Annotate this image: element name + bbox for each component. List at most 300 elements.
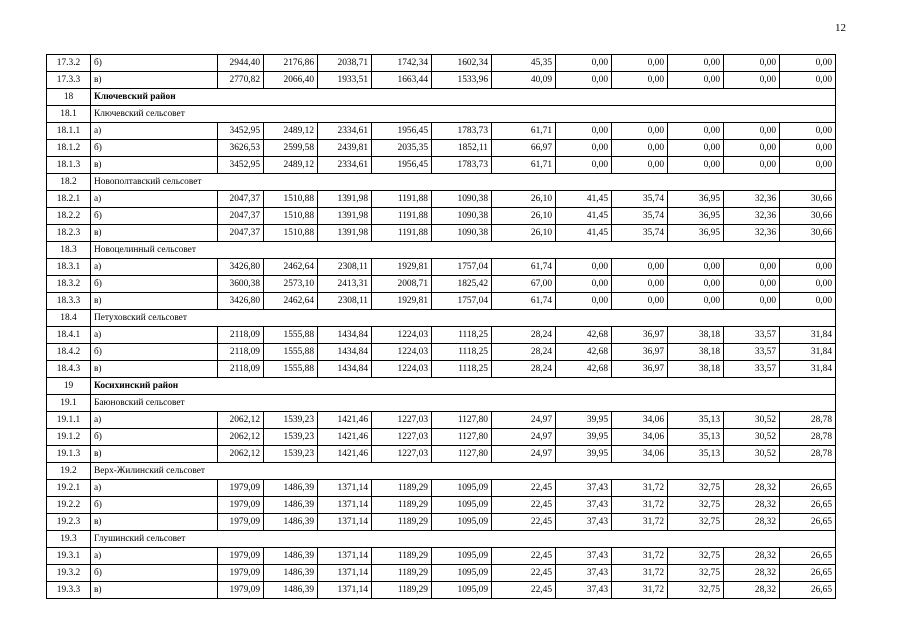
row-variant-label: в) [91,446,218,463]
table-row [47,582,836,599]
council-name: Верх-Жилинский сельсовет [91,463,836,480]
table-cell-value: 22,45 [492,497,556,514]
table-cell-value: 35,74 [612,208,668,225]
table-cell-value: 1979,09 [218,565,264,582]
council-row [47,531,836,548]
table-row [47,259,836,276]
table-cell-value: 31,84 [780,361,836,378]
table-row [47,497,836,514]
table-cell-value: 1539,23 [264,412,318,429]
row-variant-label: б) [91,140,218,157]
table-cell-value: 39,95 [556,412,612,429]
row-code: 19.3.1 [47,548,91,565]
table-cell-value: 36,97 [612,327,668,344]
table-cell-value: 0,00 [780,276,836,293]
row-variant-label: б) [91,55,218,72]
row-code: 18.4.3 [47,361,91,378]
row-code: 19.1.2 [47,429,91,446]
table-cell-value: 30,66 [780,191,836,208]
table-cell-value: 28,32 [724,514,780,531]
row-variant-label: б) [91,344,218,361]
council-name: Новополтавский сельсовет [91,174,836,191]
table-cell-value: 32,75 [668,582,724,599]
table-cell-value: 1486,39 [264,514,318,531]
row-code: 18.1.2 [47,140,91,157]
table-row [47,191,836,208]
table-cell-value: 39,95 [556,446,612,463]
table-cell-value: 1189,29 [372,497,432,514]
table-cell-value: 2035,35 [372,140,432,157]
table-cell-value: 1555,88 [264,344,318,361]
table-cell-value: 42,68 [556,344,612,361]
table-cell-value: 2038,71 [318,55,372,72]
row-variant-label: а) [91,480,218,497]
table-cell-value: 61,74 [492,259,556,276]
table-row [47,327,836,344]
table-cell-value: 61,74 [492,293,556,310]
table-cell-value: 0,00 [556,72,612,89]
table-cell-value: 0,00 [612,259,668,276]
table-cell-value: 1090,38 [432,225,492,242]
table-cell-value: 22,45 [492,480,556,497]
table-cell-value: 2008,71 [372,276,432,293]
table-cell-value: 36,97 [612,344,668,361]
table-cell-value: 1095,09 [432,548,492,565]
table-cell-value: 35,74 [612,225,668,242]
table-cell-value: 26,10 [492,225,556,242]
table-cell-value: 28,32 [724,497,780,514]
table-cell-value: 0,00 [668,157,724,174]
table-cell-value: 1371,14 [318,548,372,565]
table-row [47,565,836,582]
table-cell-value: 1118,25 [432,361,492,378]
row-code: 18.2 [47,174,91,191]
table-cell-value: 1956,45 [372,157,432,174]
table-cell-value: 1189,29 [372,514,432,531]
table-cell-value: 32,75 [668,514,724,531]
table-cell-value: 61,71 [492,123,556,140]
table-cell-value: 1371,14 [318,514,372,531]
table-cell-value: 2047,37 [218,208,264,225]
table-cell-value: 1510,88 [264,225,318,242]
table-cell-value: 1095,09 [432,480,492,497]
row-code: 18.3.1 [47,259,91,276]
row-variant-label: а) [91,191,218,208]
table-cell-value: 34,06 [612,412,668,429]
row-code: 18.4.1 [47,327,91,344]
table-cell-value: 67,00 [492,276,556,293]
district-name: Ключевский район [91,89,836,106]
table-cell-value: 1189,29 [372,548,432,565]
table-cell-value: 35,13 [668,429,724,446]
table-cell-value: 2439,81 [318,140,372,157]
table-cell-value: 1434,84 [318,344,372,361]
table-cell-value: 1191,88 [372,208,432,225]
table-cell-value: 1191,88 [372,191,432,208]
table-cell-value: 1486,39 [264,565,318,582]
row-variant-label: б) [91,497,218,514]
table-cell-value: 1391,98 [318,208,372,225]
table-cell-value: 32,36 [724,225,780,242]
table-cell-value: 2066,40 [264,72,318,89]
table-cell-value: 35,74 [612,191,668,208]
table-cell-value: 1929,81 [372,293,432,310]
table-cell-value: 1929,81 [372,259,432,276]
row-code: 19.1.3 [47,446,91,463]
table-cell-value: 0,00 [780,72,836,89]
row-variant-label: в) [91,361,218,378]
table-cell-value: 1391,98 [318,225,372,242]
row-code: 18.3 [47,242,91,259]
table-cell-value: 40,09 [492,72,556,89]
row-variant-label: в) [91,514,218,531]
table-cell-value: 2334,61 [318,157,372,174]
row-code: 19.1 [47,395,91,412]
row-code: 18.2.2 [47,208,91,225]
table-cell-value: 1979,09 [218,497,264,514]
table-cell-value: 26,65 [780,565,836,582]
table-cell-value: 1224,03 [372,327,432,344]
council-row [47,310,836,327]
table-cell-value: 24,97 [492,446,556,463]
table-cell-value: 2308,11 [318,293,372,310]
council-row [47,463,836,480]
table-cell-value: 41,45 [556,225,612,242]
table-cell-value: 28,24 [492,344,556,361]
table-cell-value: 1602,34 [432,55,492,72]
table-cell-value: 45,35 [492,55,556,72]
row-variant-label: а) [91,123,218,140]
table-cell-value: 3426,80 [218,293,264,310]
table-cell-value: 2118,09 [218,327,264,344]
row-code: 18.2.1 [47,191,91,208]
table-cell-value: 36,95 [668,225,724,242]
table-cell-value: 1434,84 [318,327,372,344]
table-cell-value: 26,10 [492,191,556,208]
table-cell-value: 42,68 [556,361,612,378]
table-cell-value: 0,00 [668,72,724,89]
table-cell-value: 1227,03 [372,446,432,463]
table-cell-value: 22,45 [492,514,556,531]
table-cell-value: 22,45 [492,565,556,582]
council-name: Новоцелинный сельсовет [91,242,836,259]
table-cell-value: 0,00 [556,123,612,140]
table-cell-value: 1421,46 [318,412,372,429]
table-cell-value: 1757,04 [432,293,492,310]
table-cell-value: 2062,12 [218,412,264,429]
table-row [47,412,836,429]
row-code: 19.2.3 [47,514,91,531]
table-cell-value: 1979,09 [218,514,264,531]
table-row [47,208,836,225]
row-variant-label: в) [91,157,218,174]
table-cell-value: 32,75 [668,497,724,514]
table-cell-value: 30,52 [724,429,780,446]
table-cell-value: 38,18 [668,344,724,361]
table-cell-value: 2118,09 [218,361,264,378]
table-cell-value: 0,00 [612,293,668,310]
table-cell-value: 66,97 [492,140,556,157]
table-cell-value: 1539,23 [264,446,318,463]
row-variant-label: а) [91,412,218,429]
table-cell-value: 3452,95 [218,157,264,174]
table-cell-value: 34,06 [612,429,668,446]
table-cell-value: 1979,09 [218,582,264,599]
table-cell-value: 1979,09 [218,548,264,565]
table-cell-value: 34,06 [612,446,668,463]
table-cell-value: 0,00 [612,123,668,140]
table-cell-value: 1371,14 [318,480,372,497]
table-cell-value: 2062,12 [218,446,264,463]
table-cell-value: 0,00 [780,157,836,174]
council-name: Петуховский сельсовет [91,310,836,327]
table-row [47,72,836,89]
table-cell-value: 1421,46 [318,429,372,446]
table-cell-value: 28,32 [724,565,780,582]
table-cell-value: 2770,82 [218,72,264,89]
table-cell-value: 2334,61 [318,123,372,140]
table-cell-value: 1486,39 [264,497,318,514]
table-cell-value: 0,00 [724,276,780,293]
table-cell-value: 3626,53 [218,140,264,157]
table-cell-value: 32,75 [668,565,724,582]
council-row [47,395,836,412]
table-cell-value: 24,97 [492,429,556,446]
table-cell-value: 0,00 [668,276,724,293]
row-variant-label: в) [91,293,218,310]
table-cell-value: 32,36 [724,191,780,208]
table-cell-value: 1224,03 [372,361,432,378]
table-cell-value: 26,65 [780,582,836,599]
table-cell-value: 1227,03 [372,429,432,446]
table-cell-value: 2573,10 [264,276,318,293]
table-row [47,429,836,446]
table-cell-value: 31,72 [612,565,668,582]
table-cell-value: 28,24 [492,361,556,378]
table-cell-value: 2062,12 [218,429,264,446]
table-row [47,548,836,565]
table-cell-value: 32,36 [724,208,780,225]
table-cell-value: 0,00 [668,55,724,72]
table-row [47,514,836,531]
table-cell-value: 31,72 [612,497,668,514]
table-cell-value: 41,45 [556,191,612,208]
table-cell-value: 1090,38 [432,191,492,208]
table-cell-value: 0,00 [612,140,668,157]
table-cell-value: 0,00 [612,276,668,293]
table-cell-value: 30,66 [780,208,836,225]
table-cell-value: 1555,88 [264,361,318,378]
row-code: 18.3.3 [47,293,91,310]
tariff-table [46,54,836,599]
table-cell-value: 30,52 [724,412,780,429]
table-cell-value: 1189,29 [372,582,432,599]
council-row [47,174,836,191]
table-cell-value: 28,78 [780,412,836,429]
table-cell-value: 32,75 [668,548,724,565]
table-cell-value: 1224,03 [372,344,432,361]
table-cell-value: 0,00 [612,55,668,72]
table-cell-value: 37,43 [556,582,612,599]
table-row [47,344,836,361]
table-cell-value: 1127,80 [432,429,492,446]
table-cell-value: 1391,98 [318,191,372,208]
table-cell-value: 1852,11 [432,140,492,157]
table-cell-value: 2599,58 [264,140,318,157]
table-cell-value: 0,00 [724,293,780,310]
table-cell-value: 2489,12 [264,123,318,140]
table-cell-value: 37,43 [556,548,612,565]
row-code: 19.1.1 [47,412,91,429]
table-cell-value: 0,00 [668,259,724,276]
row-code: 18.1.3 [47,157,91,174]
table-cell-value: 1371,14 [318,582,372,599]
table-cell-value: 36,97 [612,361,668,378]
table-cell-value: 42,68 [556,327,612,344]
table-cell-value: 22,45 [492,582,556,599]
row-code: 18.3.2 [47,276,91,293]
row-code: 19.3 [47,531,91,548]
table-cell-value: 31,72 [612,514,668,531]
table-cell-value: 1539,23 [264,429,318,446]
table-cell-value: 0,00 [724,123,780,140]
table-cell-value: 24,97 [492,412,556,429]
row-variant-label: а) [91,259,218,276]
table-cell-value: 31,84 [780,344,836,361]
table-cell-value: 41,45 [556,208,612,225]
table-cell-value: 0,00 [724,157,780,174]
table-cell-value: 22,45 [492,548,556,565]
table-cell-value: 31,72 [612,582,668,599]
table-cell-value: 33,57 [724,327,780,344]
row-variant-label: а) [91,548,218,565]
table-cell-value: 0,00 [724,72,780,89]
table-cell-value: 2462,64 [264,259,318,276]
table-cell-value: 1371,14 [318,565,372,582]
table-cell-value: 0,00 [556,55,612,72]
district-row [47,89,836,106]
table-cell-value: 0,00 [668,293,724,310]
district-row [47,378,836,395]
table-cell-value: 37,43 [556,565,612,582]
table-cell-value: 1118,25 [432,327,492,344]
table-cell-value: 1095,09 [432,565,492,582]
table-cell-value: 1118,25 [432,344,492,361]
page-number: 12 [835,22,846,34]
table-cell-value: 2944,40 [218,55,264,72]
table-cell-value: 1434,84 [318,361,372,378]
row-code: 19.3.3 [47,582,91,599]
table-cell-value: 1956,45 [372,123,432,140]
row-variant-label: в) [91,225,218,242]
table-cell-value: 31,72 [612,480,668,497]
table-cell-value: 26,10 [492,208,556,225]
table-cell-value: 1486,39 [264,480,318,497]
row-code: 19 [47,378,91,395]
row-variant-label: в) [91,582,218,599]
row-code: 18.2.3 [47,225,91,242]
table-row [47,361,836,378]
table-cell-value: 36,95 [668,191,724,208]
table-cell-value: 2462,64 [264,293,318,310]
table-cell-value: 1979,09 [218,480,264,497]
row-variant-label: в) [91,72,218,89]
table-cell-value: 1127,80 [432,446,492,463]
table-row [47,293,836,310]
row-code: 18.1 [47,106,91,123]
table-cell-value: 2413,31 [318,276,372,293]
table-cell-value: 1090,38 [432,208,492,225]
table-cell-value: 0,00 [724,259,780,276]
council-row [47,106,836,123]
table-cell-value: 61,71 [492,157,556,174]
table-cell-value: 31,72 [612,548,668,565]
row-code: 17.3.2 [47,55,91,72]
table-row [47,276,836,293]
table-cell-value: 1371,14 [318,497,372,514]
table-cell-value: 33,57 [724,344,780,361]
table-cell-value: 28,78 [780,446,836,463]
row-code: 18 [47,89,91,106]
table-cell-value: 0,00 [668,123,724,140]
table-cell-value: 35,13 [668,412,724,429]
table-cell-value: 1191,88 [372,225,432,242]
table-cell-value: 1533,96 [432,72,492,89]
table-cell-value: 28,32 [724,480,780,497]
table-cell-value: 37,43 [556,514,612,531]
table-cell-value: 28,32 [724,582,780,599]
row-code: 19.2 [47,463,91,480]
table-row [47,157,836,174]
table-cell-value: 3600,38 [218,276,264,293]
table-cell-value: 28,24 [492,327,556,344]
table-cell-value: 30,52 [724,446,780,463]
table-cell-value: 2308,11 [318,259,372,276]
table-cell-value: 0,00 [668,140,724,157]
table-cell-value: 3452,95 [218,123,264,140]
table-cell-value: 0,00 [780,293,836,310]
table-cell-value: 2176,86 [264,55,318,72]
row-code: 18.1.1 [47,123,91,140]
table-cell-value: 0,00 [780,55,836,72]
table-cell-value: 37,43 [556,480,612,497]
table-cell-value: 1095,09 [432,582,492,599]
row-code: 18.4 [47,310,91,327]
council-name: Ключевский сельсовет [91,106,836,123]
table-row [47,480,836,497]
table-row [47,140,836,157]
table-cell-value: 1227,03 [372,412,432,429]
table-cell-value: 3426,80 [218,259,264,276]
table-cell-value: 0,00 [556,140,612,157]
row-code: 18.4.2 [47,344,91,361]
table-cell-value: 1783,73 [432,123,492,140]
table-row [47,225,836,242]
table-cell-value: 0,00 [780,123,836,140]
table-cell-value: 38,18 [668,327,724,344]
table-cell-value: 0,00 [724,55,780,72]
table-cell-value: 2047,37 [218,191,264,208]
row-variant-label: б) [91,276,218,293]
table-cell-value: 26,65 [780,514,836,531]
council-row [47,242,836,259]
table-cell-value: 0,00 [780,140,836,157]
council-name: Баюновский сельсовет [91,395,836,412]
table-cell-value: 1095,09 [432,497,492,514]
table-cell-value: 1555,88 [264,327,318,344]
table-cell-value: 31,84 [780,327,836,344]
district-name: Косихинский район [91,378,836,395]
